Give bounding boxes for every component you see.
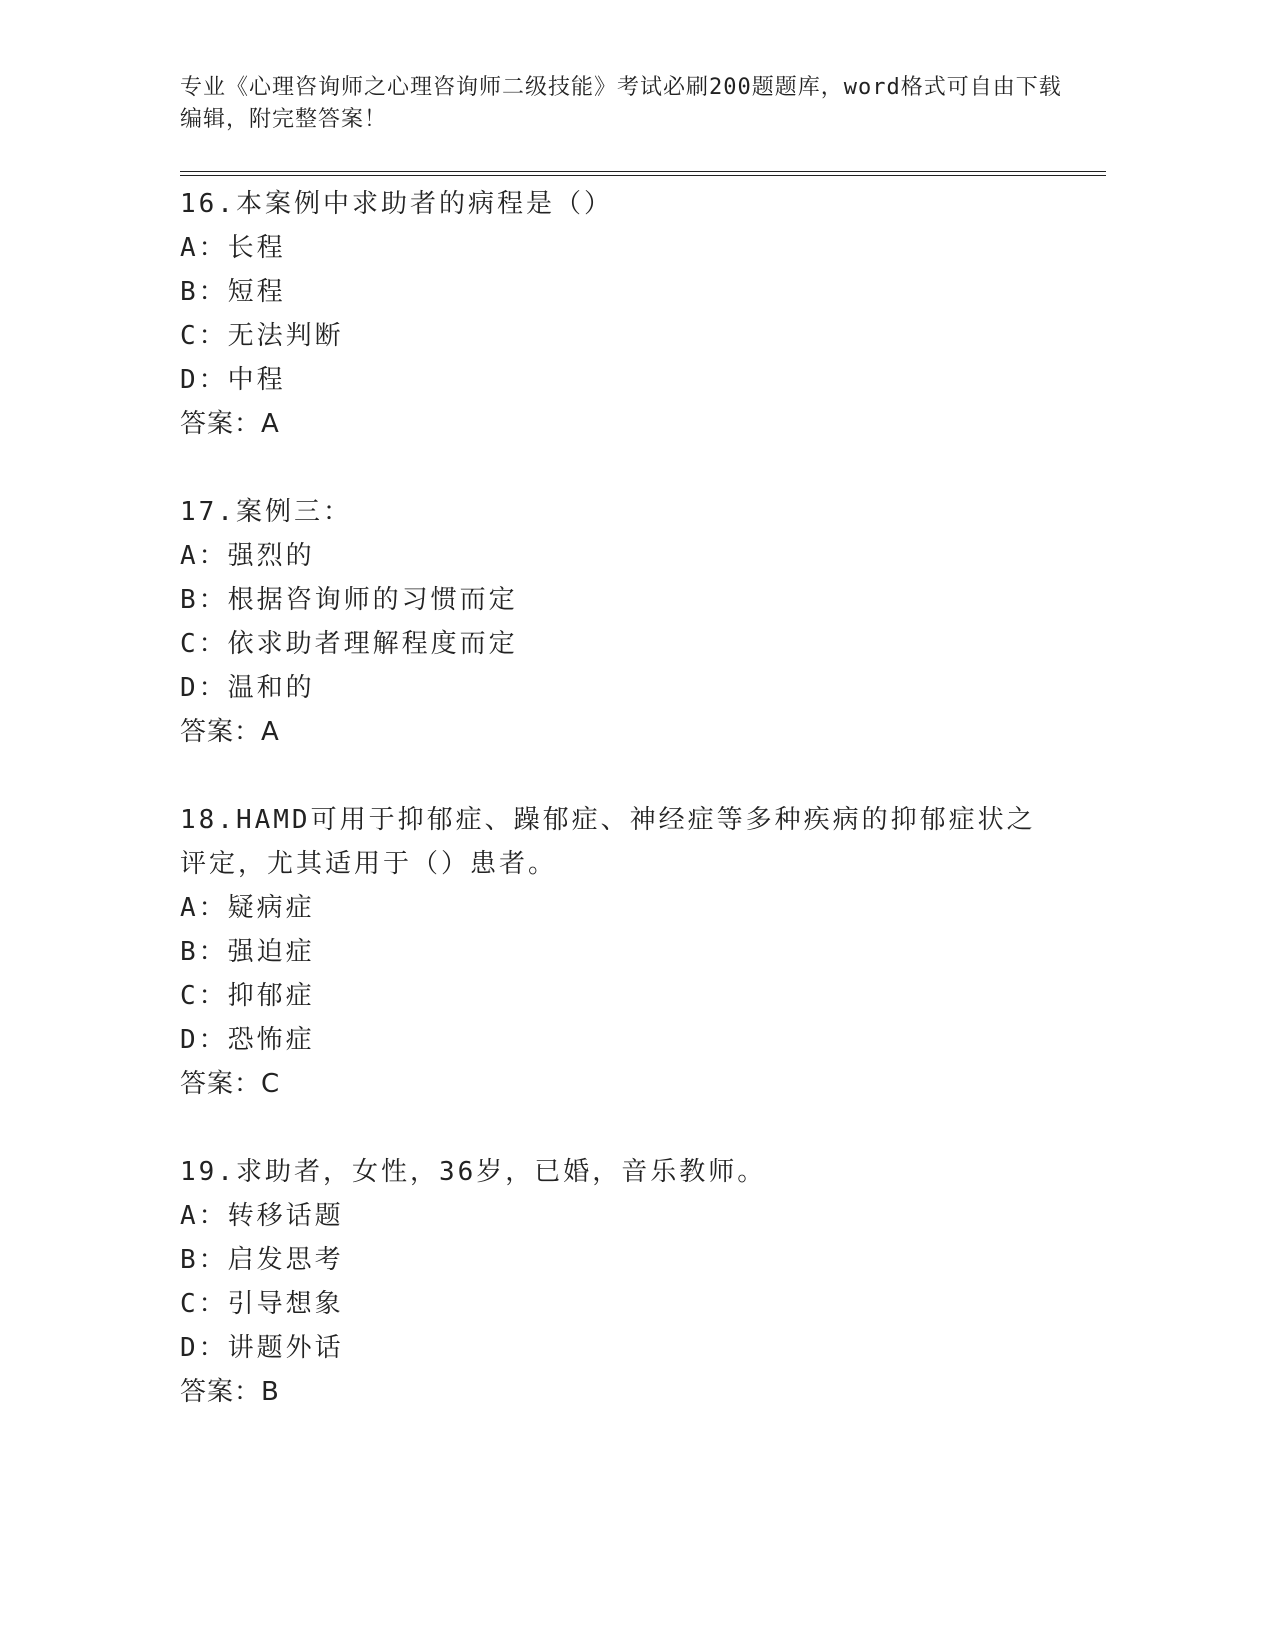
option-b: B：启发思考 — [180, 1245, 344, 1275]
question-19 — [180, 1150, 1080, 1414]
option-c: C：引导想象 — [180, 1289, 344, 1319]
option-c: C：依求助者理解程度而定 — [180, 629, 518, 659]
question-stem: 19.求助者，女性，36岁，已婚，音乐教师。 — [180, 1157, 767, 1187]
option-a: A：疑病症 — [180, 893, 315, 923]
question-18 — [180, 798, 1080, 1106]
option-d: D：讲题外话 — [180, 1333, 344, 1363]
question-stem: 17.案例三： — [180, 497, 352, 527]
document-header: 专业《心理咨询师之心理咨询师二级技能》考试必刷200题题库，word格式可自由下载编辑，附完整答案！ — [180, 75, 1062, 132]
answer-label: 答案：A — [180, 717, 280, 747]
question-list — [180, 182, 1080, 1458]
answer-label: 答案：A — [180, 409, 280, 439]
answer-label: 答案：B — [180, 1377, 280, 1407]
header-divider-secondary — [180, 175, 1106, 176]
option-c: C：抑郁症 — [180, 981, 315, 1011]
option-d: D：中程 — [180, 365, 286, 395]
option-d: D：温和的 — [180, 673, 315, 703]
answer-label: 答案：C — [180, 1069, 281, 1099]
option-b: B：根据咨询师的习惯而定 — [180, 585, 518, 615]
option-a: A：长程 — [180, 233, 286, 263]
question-16 — [180, 182, 1080, 446]
question-stem: 16.本案例中求助者的病程是（） — [180, 189, 613, 219]
option-a: A：转移话题 — [180, 1201, 344, 1231]
header-divider — [180, 171, 1106, 172]
option-b: B：强迫症 — [180, 937, 315, 967]
option-a: A：强烈的 — [180, 541, 315, 571]
option-d: D：恐怖症 — [180, 1025, 315, 1055]
question-stem: 18.HAMD可用于抑郁症、躁郁症、神经症等多种疾病的抑郁症状之评定，尤其适用于（）患者。 — [180, 805, 1036, 879]
option-c: C：无法判断 — [180, 321, 344, 351]
option-b: B：短程 — [180, 277, 286, 307]
question-17 — [180, 490, 1080, 754]
